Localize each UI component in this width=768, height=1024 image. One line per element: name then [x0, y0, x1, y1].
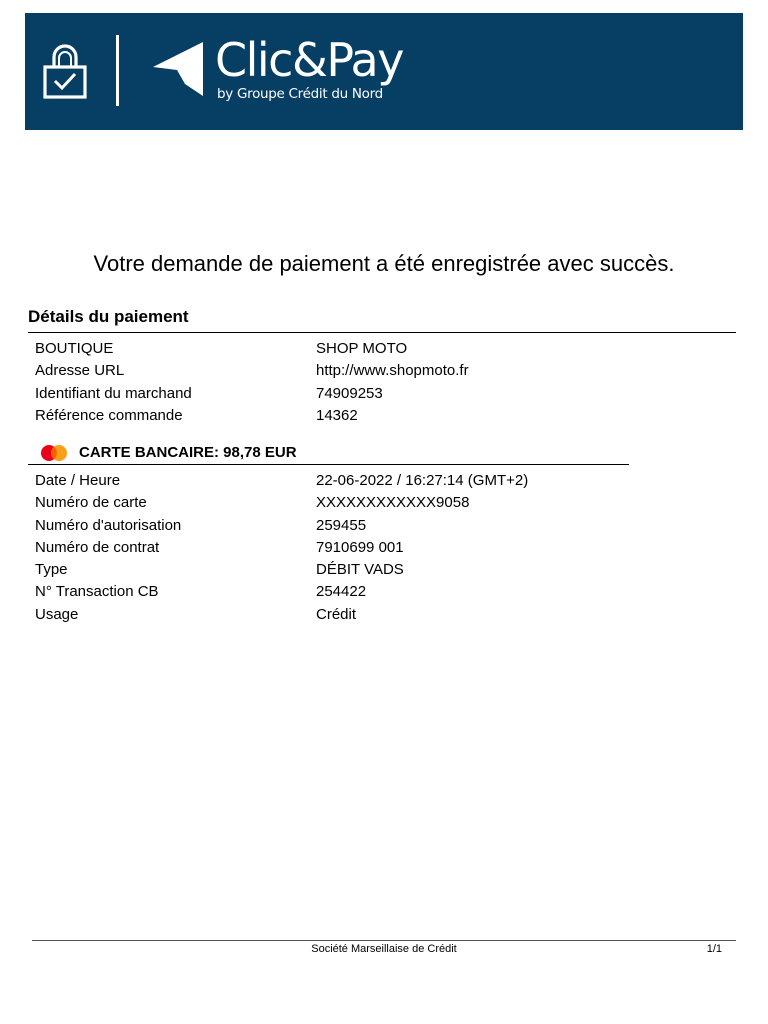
detail-row-merchant-id	[35, 385, 635, 407]
card-row-authorization	[35, 517, 635, 539]
detail-value: http://www.shopmoto.fr	[316, 362, 469, 380]
detail-label: Référence commande	[35, 406, 183, 424]
card-divider	[28, 464, 629, 465]
brand-subtitle: by Groupe Crédit du Nord	[217, 86, 383, 102]
detail-row-shop	[35, 340, 635, 362]
detail-label: Numéro de carte	[35, 494, 147, 512]
detail-value: 254422	[316, 583, 367, 601]
brand-name: Clic&Pay	[215, 33, 403, 87]
payment-details-title: Détails du paiement	[28, 307, 189, 326]
lock-icon	[43, 43, 87, 99]
page-number: 1/1	[706, 943, 722, 955]
section-divider	[28, 332, 736, 333]
detail-value: 22-06-2022 / 16:27:14 (GMT+2)	[316, 472, 529, 489]
detail-label: Identifiant du marchand	[35, 384, 192, 402]
detail-label: Numéro d'autorisation	[35, 516, 182, 534]
card-row-contract	[35, 539, 635, 561]
card-row-usage	[35, 606, 635, 628]
detail-row-url	[35, 362, 635, 384]
merchant-details-list	[35, 340, 635, 429]
detail-value: XXXXXXXXXXXX9058	[316, 494, 470, 512]
detail-value: 74909253	[316, 384, 383, 402]
card-details-list	[35, 472, 635, 628]
detail-label: Type	[35, 561, 68, 579]
detail-label: N° Transaction CB	[35, 583, 159, 601]
success-message: Votre demande de paiement a été enregistrée avec succès.	[93, 251, 675, 276]
detail-label: Adresse URL	[35, 362, 125, 380]
detail-label: Numéro de contrat	[35, 538, 160, 556]
mastercard-icon	[40, 444, 68, 462]
detail-value: DÉBIT VADS	[316, 561, 404, 579]
card-row-transaction	[35, 583, 635, 605]
detail-value: 259455	[316, 516, 367, 534]
detail-value: Crédit	[316, 605, 357, 623]
card-row-datetime	[35, 472, 635, 494]
card-row-card-number	[35, 494, 635, 516]
card-row-type	[35, 561, 635, 583]
header-banner	[25, 13, 743, 130]
detail-label: BOUTIQUE	[35, 340, 114, 357]
paper-plane-icon	[151, 40, 205, 98]
card-title: CARTE BANCAIRE: 98,78 EUR	[79, 444, 297, 461]
detail-value: 7910699 001	[316, 538, 404, 556]
footer-company: Société Marseillaise de Crédit	[311, 943, 457, 955]
detail-label: Date / Heure	[35, 472, 121, 489]
banner-divider	[116, 35, 119, 106]
detail-row-order-ref	[35, 407, 635, 429]
footer-divider	[32, 940, 736, 941]
detail-label: Usage	[35, 605, 79, 623]
detail-value: 14362	[316, 406, 358, 424]
detail-value: SHOP MOTO	[316, 340, 408, 357]
